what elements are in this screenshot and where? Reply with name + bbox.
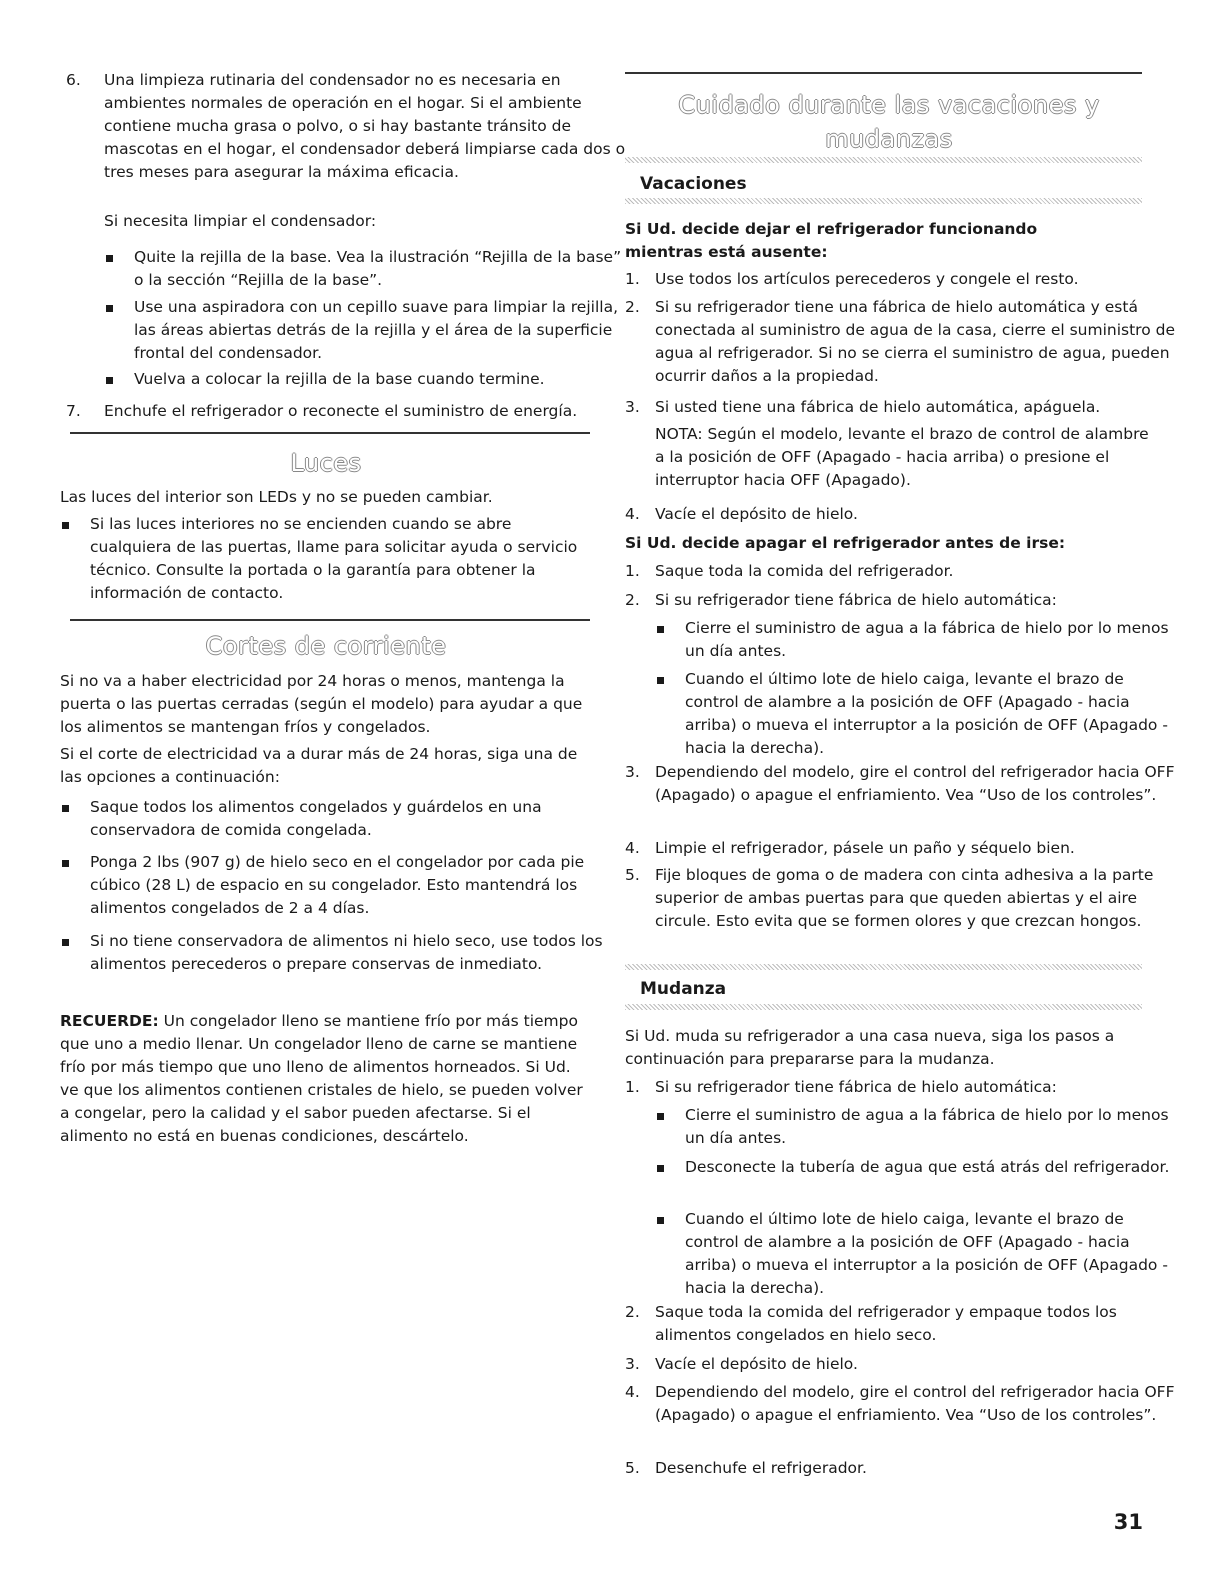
- bullet-square-icon: [62, 805, 69, 812]
- bullet-text: Desconecte la tubería de agua que está atrás del refrigerador.: [685, 1158, 1170, 1176]
- paragraph: Si Ud. muda su refrigerador a una casa nueva, siga los pasos a continuación para prepararse para la mudanza.: [625, 1027, 1115, 1068]
- list-item: [625, 589, 1183, 612]
- section-title-luces: Luces: [290, 449, 362, 477]
- item-text: Desenchufe el refrigerador.: [655, 1459, 867, 1477]
- item-text: Dependiendo del modelo, gire el control del refrigerador hacia OFF (Apagado) o apague el enfriamiento. Vea “Uso de los controles”.: [655, 763, 1175, 804]
- bullet-text: Si las luces interiores no se encienden cuando se abre cualquiera de las puertas, llame para solicitar ayuda o servicio técnico. Consulte la portada o la garantía para obtener la información de contacto.: [90, 515, 578, 602]
- list-item: [625, 1381, 1183, 1427]
- list-item: [625, 1076, 1183, 1099]
- section-divider: [625, 72, 1142, 74]
- section-title-cortes: Cortes de corriente: [205, 632, 447, 660]
- item-number: 6.: [66, 71, 81, 89]
- paragraph: Las luces del interior son LEDs y no se pueden cambiar.: [60, 488, 493, 506]
- bullet-text: Saque todos los alimentos congelados y guárdelos en una conservadora de comida congelada.: [90, 798, 542, 839]
- lead-paragraph: Si Ud. decide apagar el refrigerador antes de irse:: [625, 534, 1066, 552]
- list-item: [60, 69, 636, 184]
- hatch-divider: [625, 157, 1142, 163]
- bullet-text: Cuando el último lote de hielo caiga, levante el brazo de control de alambre a la posición de OFF (Apagado - hacia arriba) o mueva el interruptor a la posición de OFF (Apagado - hacia la derecha).: [685, 670, 1168, 757]
- hatch-divider: [625, 964, 1142, 970]
- section-title-vacaciones-mudanzas: Cuidado durante las vacaciones y mudanzas: [678, 91, 1100, 153]
- note-paragraph: [655, 423, 1153, 492]
- item-text: Saque toda la comida del refrigerador y empaque todos los alimentos congelados en hielo seco.: [655, 1303, 1117, 1344]
- recuerde-paragraph: [60, 1010, 592, 1148]
- list-item: [625, 1457, 1183, 1480]
- subheading-mudanza: Mudanza: [640, 979, 727, 999]
- item-text: Si su refrigerador tiene fábrica de hielo automática:: [655, 591, 1057, 609]
- list-item: [625, 864, 1183, 933]
- item-number: 3.: [625, 398, 640, 416]
- item-text: Use todos los artículos perecederos y congele el resto.: [655, 270, 1079, 288]
- bullet-item: [655, 1104, 1175, 1150]
- bullet-square-icon: [657, 1217, 664, 1224]
- bullet-text: Ponga 2 lbs (907 g) de hielo seco en el congelador por cada pie cúbico (28 L) de espacio en su congelador. Esto mantendrá los alimentos congelados de 2 a 4 días.: [90, 853, 585, 917]
- bullet-item: [104, 246, 622, 292]
- bullet-text: Si no tiene conservadora de alimentos ni hielo seco, use todos los alimentos perecederos o prepare conservas de inmediato.: [90, 932, 603, 973]
- list-item: [625, 1353, 1183, 1376]
- list-item: [625, 268, 1183, 291]
- note-label: NOTA:: [655, 425, 703, 443]
- bullet-item: [60, 851, 605, 920]
- section-divider: [70, 619, 590, 621]
- bullet-square-icon: [657, 1113, 664, 1120]
- bullet-item: [60, 796, 605, 842]
- bullet-text: Cierre el suministro de agua a la fábrica de hielo por lo menos un día antes.: [685, 619, 1169, 660]
- bullet-item: [655, 617, 1175, 663]
- bullet-text: Quite la rejilla de la base. Vea la ilustración “Rejilla de la base” o la sección “Rejilla de la base”.: [134, 248, 622, 289]
- bullet-square-icon: [106, 255, 113, 262]
- bullet-square-icon: [62, 939, 69, 946]
- item-text: Vacíe el depósito de hielo.: [655, 505, 858, 523]
- list-item: [625, 837, 1183, 860]
- bullet-square-icon: [62, 860, 69, 867]
- recuerde-text: Un congelador lleno se mantiene frío por más tiempo que uno a medio llenar. Un congelador lleno de carne se mantiene frío por más tiempo que uno lleno de alimentos horneados. Si Ud. ve que los alimentos contienen cristales de hielo, se pueden volver a congelar, pero la calidad y el sabor pueden afectarse. Si el alimento no está en buenas condiciones, descártelo.: [60, 1012, 583, 1145]
- bullet-item: [655, 1156, 1175, 1179]
- recuerde-label: RECUERDE:: [60, 1012, 159, 1030]
- bullet-item: [655, 1208, 1175, 1300]
- note-text: Según el modelo, levante el brazo de control de alambre a la posición de OFF (Apagado - hacia arriba) o presione el interruptor hacia OFF (Apagado).: [655, 425, 1149, 489]
- page-number: 31: [1113, 1510, 1143, 1534]
- item-number: 1.: [625, 1078, 640, 1096]
- item-number: 5.: [625, 866, 640, 884]
- bullet-square-icon: [657, 677, 664, 684]
- bullet-text: Cierre el suministro de agua a la fábrica de hielo por lo menos un día antes.: [685, 1106, 1169, 1147]
- list-item: [60, 400, 644, 423]
- item-text: Saque toda la comida del refrigerador.: [655, 562, 954, 580]
- bullet-item: [104, 368, 622, 391]
- list-item: [625, 503, 1183, 526]
- bullet-item: [60, 930, 605, 976]
- lead-paragraph: Si Ud. decide dejar el refrigerador funcionando mientras está ausente:: [625, 220, 1038, 261]
- item-text: Dependiendo del modelo, gire el control del refrigerador hacia OFF (Apagado) o apague el enfriamiento. Vea “Uso de los controles”.: [655, 1383, 1175, 1424]
- item-number: 4.: [625, 505, 640, 523]
- item-number: 2.: [625, 591, 640, 609]
- item-text: Fije bloques de goma o de madera con cinta adhesiva a la parte superior de ambas puertas para que queden abiertas y el aire circule. Esto evita que se formen olores y que crezcan hongos.: [655, 866, 1154, 930]
- item-text: Si su refrigerador tiene fábrica de hielo automática:: [655, 1078, 1057, 1096]
- bullet-item: [655, 668, 1175, 760]
- bullet-square-icon: [657, 626, 664, 633]
- list-item: [625, 1301, 1183, 1347]
- hatch-divider: [625, 198, 1142, 204]
- bullet-item: [104, 296, 622, 365]
- item-number: 3.: [625, 763, 640, 781]
- item-number: 1.: [625, 562, 640, 580]
- bullet-square-icon: [62, 522, 69, 529]
- bullet-square-icon: [106, 305, 113, 312]
- item-number: 1.: [625, 270, 640, 288]
- item-number: 2.: [625, 1303, 640, 1321]
- item-text: Vacíe el depósito de hielo.: [655, 1355, 858, 1373]
- item-number: 2.: [625, 298, 640, 316]
- list-item: [625, 560, 1183, 583]
- item-text: Una limpieza rutinaria del condensador no es necesaria en ambientes normales de operación en el hogar. Si el ambiente contiene mucha grasa o polvo, o si hay bastante tránsito de mascotas en el hogar, el condensador deberá limpiarse cada dos o tres meses para asegurar la máxima eficacia.: [104, 71, 626, 181]
- item-text: Enchufe el refrigerador o reconecte el suministro de energía.: [104, 402, 578, 420]
- item-number: 4.: [625, 1383, 640, 1401]
- item-number: 3.: [625, 1355, 640, 1373]
- bullet-square-icon: [106, 377, 113, 384]
- subheading-vacaciones: Vacaciones: [640, 174, 747, 194]
- item-text: Si usted tiene una fábrica de hielo automática, apáguela.: [655, 398, 1101, 416]
- list-item: [625, 761, 1183, 807]
- section-divider: [70, 432, 590, 434]
- paragraph: Si necesita limpiar el condensador:: [104, 212, 377, 230]
- item-number: 4.: [625, 839, 640, 857]
- item-number: 7.: [66, 402, 81, 420]
- paragraph: Si el corte de electricidad va a durar más de 24 horas, siga una de las opciones a continuación:: [60, 745, 578, 786]
- list-item: [625, 396, 1183, 419]
- item-text: Si su refrigerador tiene una fábrica de hielo automática y está conectada al suministro de agua de la casa, cierre el suministro de agua al refrigerador. Si no se cierra el suministro de agua, pueden ocurrir daños a la propiedad.: [655, 298, 1175, 385]
- bullet-square-icon: [657, 1165, 664, 1172]
- item-number: 5.: [625, 1459, 640, 1477]
- hatch-divider: [625, 1004, 1142, 1010]
- paragraph: Si no va a haber electricidad por 24 horas o menos, mantenga la puerta o las puertas cerradas (según el modelo) para ayudar a que los alimentos se mantengan fríos y congelados.: [60, 672, 583, 736]
- bullet-text: Use una aspiradora con un cepillo suave para limpiar la rejilla, las áreas abiertas detrás de la rejilla y el área de la superficie frontal del condensador.: [134, 298, 618, 362]
- bullet-item: [60, 513, 590, 605]
- item-text: Limpie el refrigerador, pásele un paño y séquelo bien.: [655, 839, 1075, 857]
- list-item: [625, 296, 1183, 388]
- bullet-text: Cuando el último lote de hielo caiga, levante el brazo de control de alambre a la posición de OFF (Apagado - hacia arriba) o mueva el interruptor a la posición de OFF (Apagado - hacia la derecha).: [685, 1210, 1168, 1297]
- bullet-text: Vuelva a colocar la rejilla de la base cuando termine.: [134, 370, 545, 388]
